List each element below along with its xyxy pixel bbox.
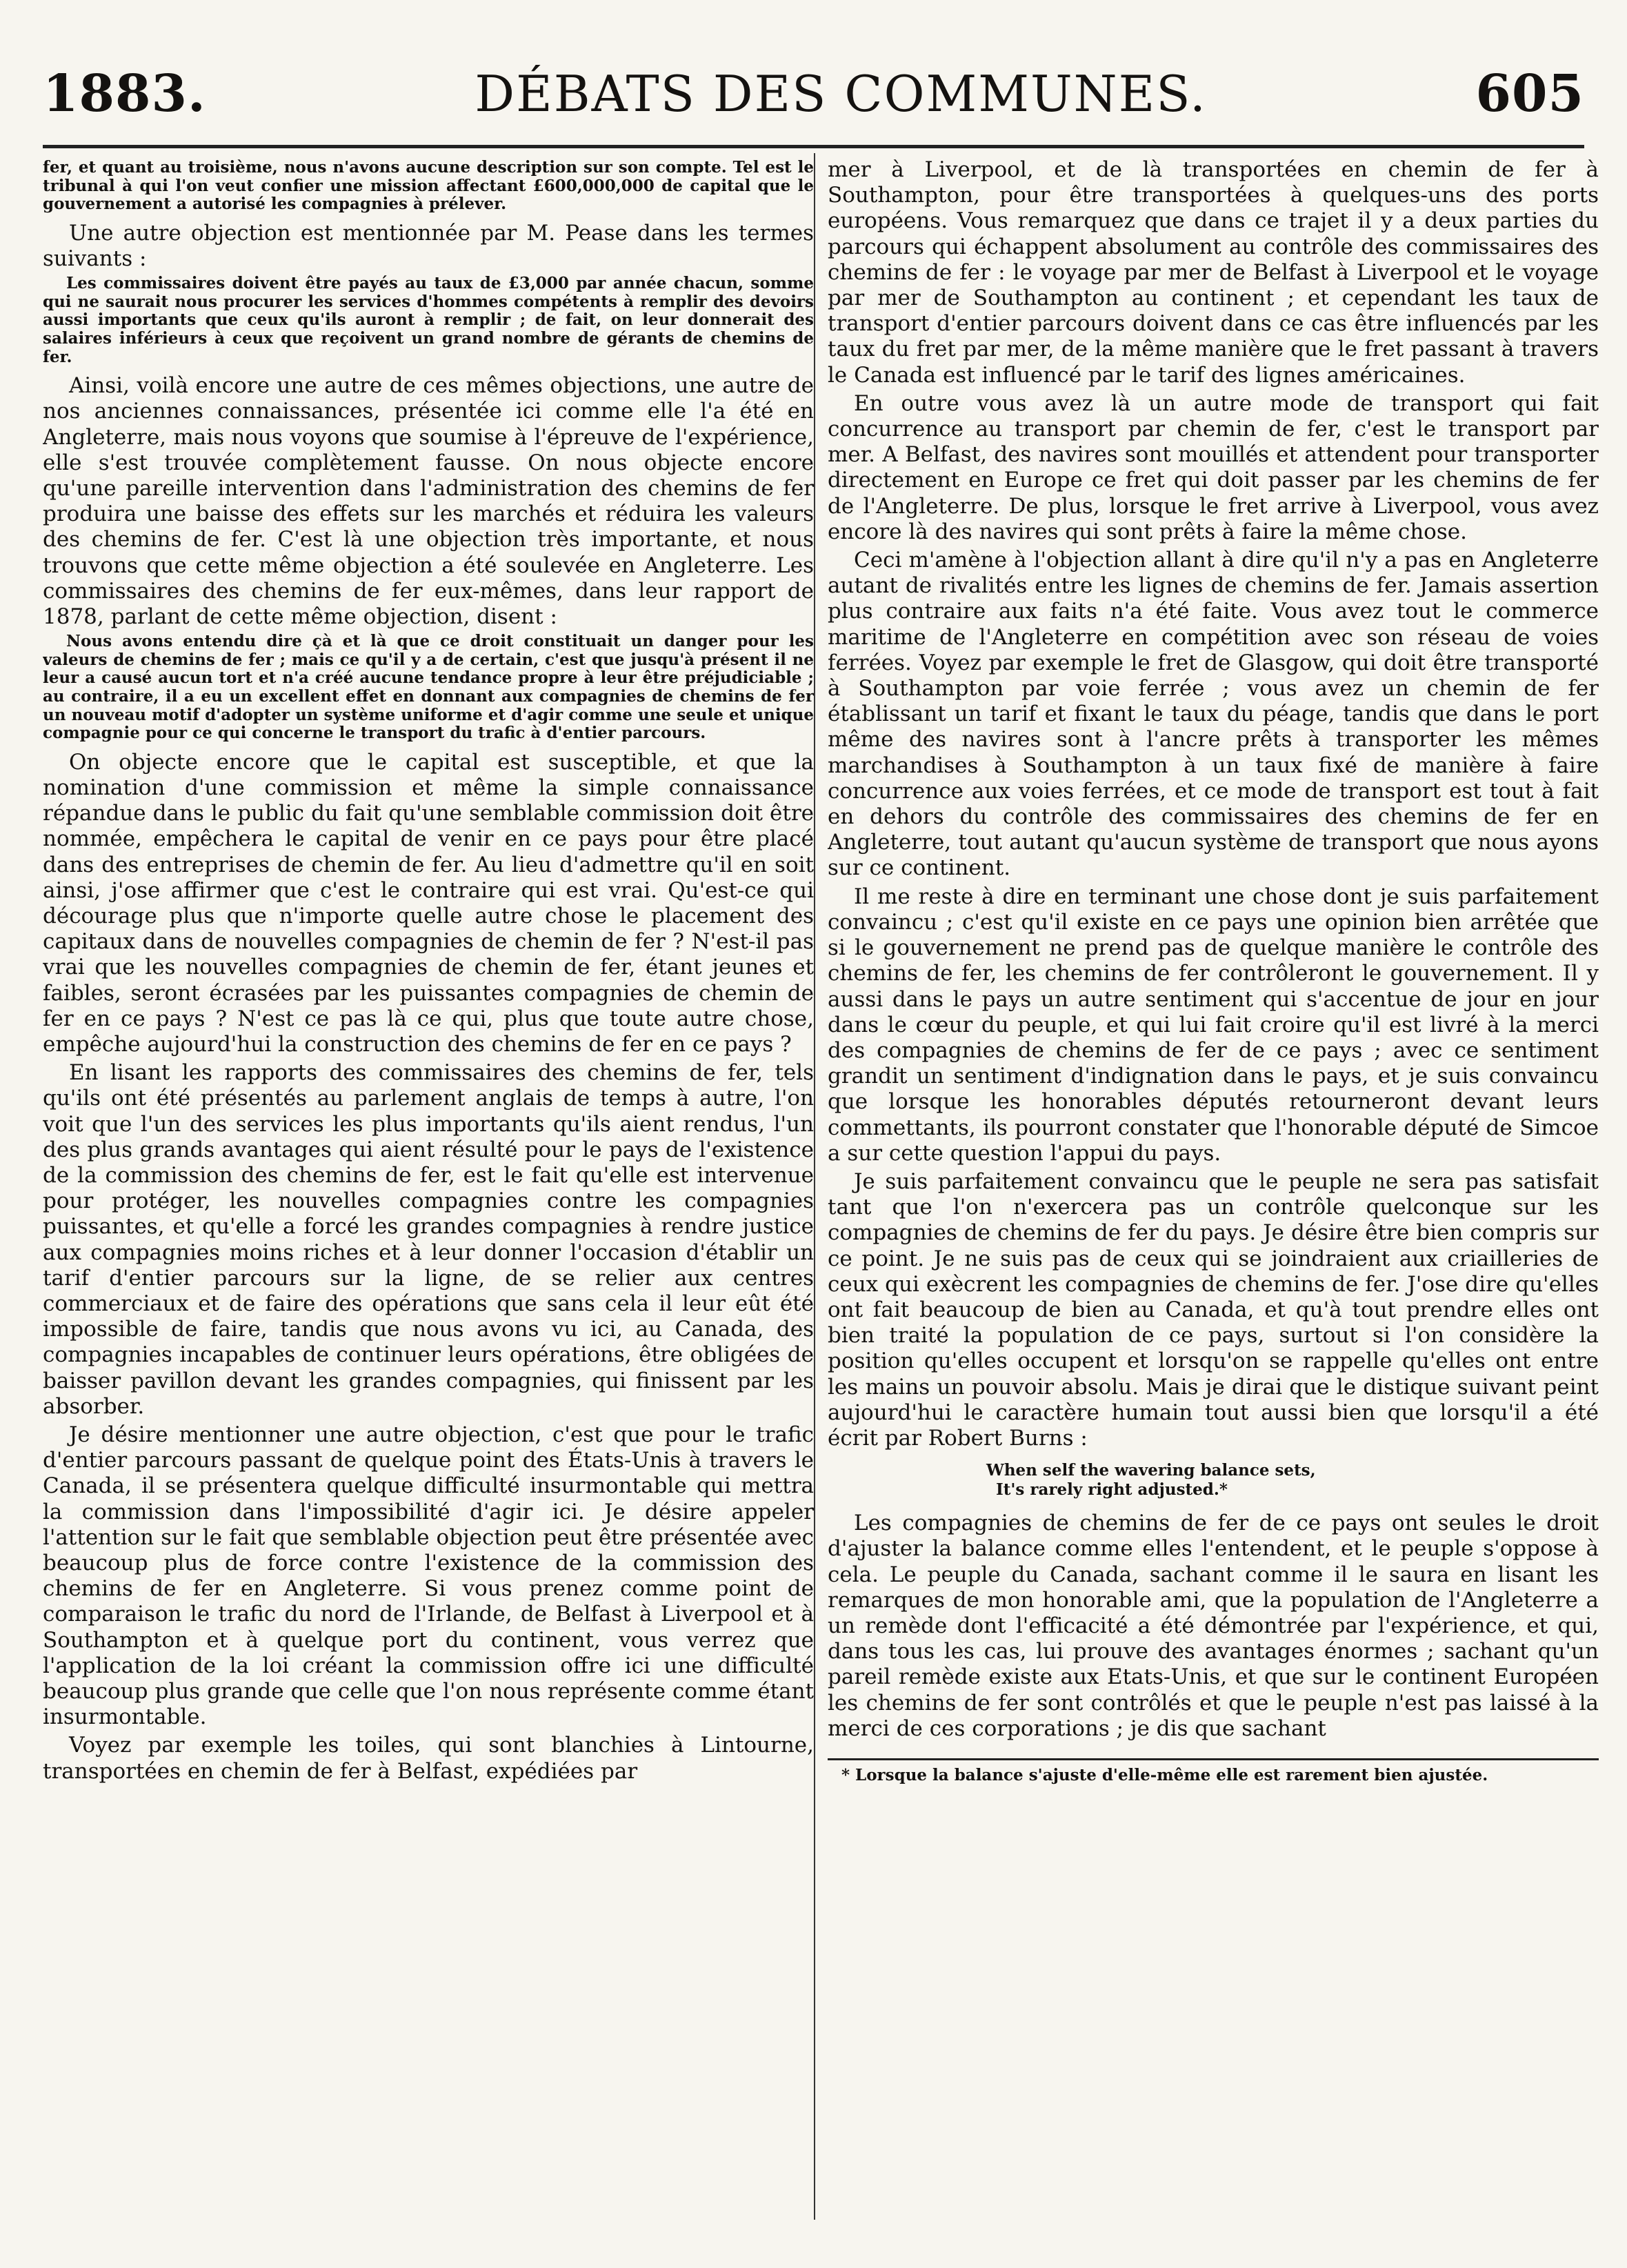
paragraph: Je désire mentionner une autre objection, c'est que pour le trafic d'entier parcours passant de quelque point des États-Unis à travers le Canada, il se présentera quelque difficulté insurmontable qui mettra la commission dans l'impossibilité d'agir ici. Je désire appeler l'attention sur le fait que semblable objection peut être présentée avec beaucoup plus de force contre l'existence de la commission des chemins de fer en Angleterre. Si vous prenez comme point de comparaison le trafic du nord de l'Irlande, de Belfast à Liverpool et à Southampton et à quelque port du continent, vous verrez que l'application de la loi créant la commission offre ici une difficulté beaucoup plus grande que celle que l'on nous représente comme étant insurmontable. [43, 1422, 814, 1730]
paragraph: Voyez par exemple les toiles, qui sont blanchies à Lintourne, transportées en chemin de fer à Belfast, expédiées par [43, 1733, 814, 1784]
header-page-number: 605 [1475, 64, 1584, 123]
paragraph: Ainsi, voilà encore une autre de ces mêmes objections, une autre de nos anciennes connaissances, présentée ici comme elle l'a été en Angleterre, mais nous voyons que soumise à l'épreuve de l'expérience, elle s'est trouvée complètement fausse. On nous objecte encore qu'une pareille intervention dans l'administration des chemins de fer produira une baisse des effets sur les marchés et réduira les valeurs des chemins de fer. C'est là une objection très importante, et nous trouvons que cette même objection a été soulevée en Angleterre. Les commissaires des chemins de fer eux-mêmes, dans leur rapport de 1878, parlant de cette même objection, disent : [43, 373, 814, 629]
paragraph: On objecte encore que le capital est susceptible, et que la nomination d'une commission et même la simple connaissance répandue dans le public du fait qu'une semblable commission doit être nommée, empêchera le capital de venir en ce pays pour être placé dans des entreprises de chemin de fer. Au lieu d'admettre qu'il en soit ainsi, j'ose affirmer que c'est le contraire qui est vrai. Qu'est-ce qui décourage plus que n'importe quelle autre chose le placement des capitaux dans de nouvelles compagnies de chemin de fer ? N'est-il pas vrai que les nouvelles compagnies de chemin de fer, étant jeunes et faibles, seront écrasées par les puissantes compagnies de chemin de fer en ce pays ? N'est ce pas là ce qui, plus que toute autre chose, empêche aujourd'hui la construction des chemins de fer en ce pays ? [43, 749, 814, 1057]
paragraph: Les compagnies de chemins de fer de ce pays ont seules le droit d'ajuster la balance comme elles l'entendent, et le peuple s'oppose à cela. Le peuple du Canada, sachant comme il le saura en lisant les remarques de mon honorable ami, que la population de l'Angleterre a un remède dont l'efficacité a été démontrée par l'expérience, et qui, dans tous les cas, lui prouve des avantages énormes ; sachant qu'un pareil remède existe aux Etats-Unis, et que sur le continent Européen les chemins de fer sont contrôlés et que le peuple n'est pas laissé à la merci de ces corporations ; je dis que sachant [828, 1511, 1599, 1741]
page-header [43, 52, 1584, 135]
header-year: 1883. [43, 64, 206, 123]
column-divider [814, 153, 815, 2220]
paragraph: Je suis parfaitement convaincu que le peuple ne sera pas satisfait tant que l'on n'exercera pas un contrôle quelconque sur les compagnies de chemins de fer du pays. Je désire être bien compris sur ce point. Je ne suis pas de ceux qui se joindraient aux criailleries de ceux qui exècrent les compagnies de chemins de fer. J'ose dire qu'elles ont fait beaucoup de bien au Canada, et qu'à tout prendre elles ont bien traité la population de ce pays, surtout si l'on considère la position qu'elles occupent et lorsqu'on se rappelle qu'elles ont entre les mains un pouvoir absolu. Mais je dirai que le distique suivant peint aujourd'hui le caractère humain tout aussi bien que lorsqu'il a été écrit par Robert Burns : [828, 1168, 1599, 1451]
paragraph: En outre vous avez là un autre mode de transport qui fait concurrence au transport par chemin de fer, c'est le transport par mer. A Belfast, des navires sont mouillés et attendent pour transporter directement en Europe ce fret qui doit passer par les chemins de fer de l'Angleterre. De plus, lorsque le fret arrive à Liverpool, vous avez encore là des navires qui sont prêts à faire la même chose. [828, 390, 1599, 544]
left-column [43, 157, 814, 2220]
paragraph: Une autre objection est mentionnée par M. Pease dans les termes suivants : [43, 220, 814, 271]
quoted-passage: Nous avons entendu dire çà et là que ce droit constituait un danger pour les valeurs de chemins de fer ; mais ce qu'il y a de certain, c'est que jusqu'à présent il ne leur a causé aucun tort et n'a créé aucune tendance propre à leur être préjudiciable ; au contraire, il a eu un excellent effet en donnant aux compagnies de chemins de fer un nouveau motif d'adopter un système uniforme et d'agir comme une seule et unique compagnie pour ce qui concerne le transport du trafic à d'entier parcours. [43, 632, 814, 743]
paragraph: En lisant les rapports des commissaires des chemins de fer, tels qu'ils ont été présentés au parlement anglais de temps à autre, l'on voit que l'un des services les plus importants qu'ils aient rendus, l'un des plus grands avantages qui aient résulté pour le pays de l'existence de la commission des chemins de fer, est le fait qu'elle est intervenue pour protéger, les nouvelles compagnies contre les compagnies puissantes, et qu'elle a forcé les grandes compagnies à rendre justice aux compagnies moins riches et à leur donner l'occasion d'établir un tarif d'entier parcours sur la ligne, de se relier aux centres commerciaux et de faire des opérations que sans cela il leur eût été impossible de faire, tandis que nous avons vu ici, au Canada, des compagnies incapables de continuer leurs opérations, être obligées de baisser pavillon devant les grandes compagnies, qui finissent par les absorber. [43, 1060, 814, 1419]
verse-line: When self the wavering balance sets, [986, 1461, 1316, 1480]
paragraph: Ceci m'amène à l'objection allant à dire qu'il n'y a pas en Angleterre autant de rivalités entre les lignes de chemins de fer. Jamais assertion plus contraire aux faits n'a été faite. Vous avez tout le commerce maritime de l'Angleterre en compétition avec son réseau de voies ferrées. Voyez par exemple le fret de Glasgow, qui doit être transporté à Southampton par voie ferrée ; vous avez un chemin de fer établissant un tarif et fixant le taux du péage, tandis que dans le port même des navires sont à l'ancre prêts à transporter les mêmes marchandises à Southampton à un taux fixé de manière à faire concurrence aux voies ferrées, et ce mode de transport est tout à fait en dehors du contrôle des commissaires des chemins de fer en Angleterre, tout autant qu'aucun système de transport que nous ayons sur ce continent. [828, 548, 1599, 881]
quoted-passage: Les commissaires doivent être payés au taux de £3,000 par année chacun, somme qui ne saurait nous procurer les services d'hommes compétents à remplir des devoirs aussi importants que ceux qu'ils auront à remplir ; de fait, on leur donnerait des salaires inférieurs à ceux que reçoivent un grand nombre de gérants de chemins de fer. [43, 274, 814, 366]
verse-quote [828, 1461, 1599, 1500]
footnote: * Lorsque la balance s'ajuste d'elle-même elle est rarement bien ajustée. [841, 1765, 1488, 1784]
footnote-rule [828, 1758, 1599, 1760]
header-rule [43, 145, 1584, 148]
quoted-passage: fer, et quant au troisième, nous n'avons aucune description sur son compte. Tel est le tribunal à qui l'on veut confier une mission affectant £600,000,000 de capital que le gouvernement a autorisé les compagnies à prélever. [43, 158, 814, 214]
header-title: DÉBATS DES COMMUNES. [475, 65, 1207, 123]
paragraph: mer à Liverpool, et de là transportées en chemin de fer à Southampton, pour être transportées à quelques-uns des ports européens. Vous remarquez que dans ce trajet il y a deux parties du parcours qui échappent absolument au contrôle des commissaires des chemins de fer : le voyage par mer de Belfast à Liverpool et le voyage par mer de Southampton au continent ; et cependant les taux de transport d'entier parcours doivent dans ce cas être influencés par les taux du fret par mer, de la même manière que le fret passant à travers le Canada est influencé par le tarif des lignes américaines. [828, 157, 1599, 388]
paragraph: Il me reste à dire en terminant une chose dont je suis parfaitement convaincu ; c'est qu'il existe en ce pays une opinion bien arrêtée que si le gouvernement ne prend pas de quelque manière le contrôle des chemins de fer, les chemins de fer contrôleront le gouvernement. Il y aussi dans le pays un autre sentiment qui s'accentue de jour en jour dans le cœur du peuple, et qui lui fait croire qu'il est livré à la merci des compagnies de chemins de fer de ce pays ; avec ce sentiment grandit un sentiment d'indignation dans le pays, et je suis convaincu que lorsque les honorables députés retourneront devant leurs commettants, ils pourront constater que l'honorable député de Simcoe a sur cette question l'appui du pays. [828, 884, 1599, 1166]
verse-line: It's rarely right adjusted.* [996, 1480, 1228, 1500]
right-column [828, 157, 1599, 2220]
